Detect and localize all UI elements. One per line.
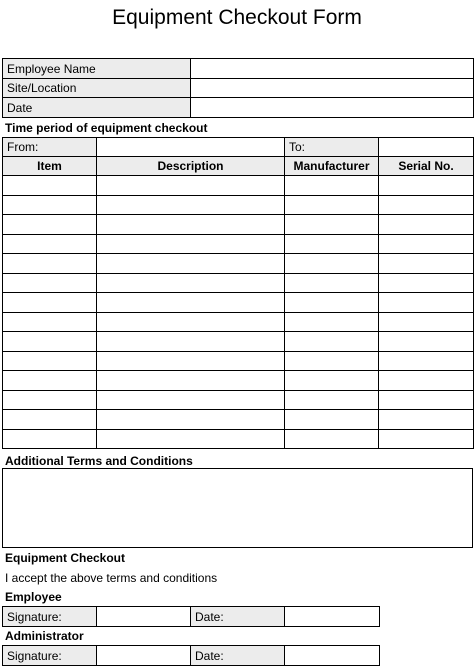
equipment-table <box>2 137 474 449</box>
date-label: Date <box>3 98 191 118</box>
description-cell[interactable] <box>97 195 285 215</box>
site-location-label: Site/Location <box>3 79 191 98</box>
description-cell[interactable] <box>97 176 285 196</box>
manufacturer-cell[interactable] <box>285 429 379 449</box>
header-serial-no: Serial No. <box>379 157 474 176</box>
table-row <box>3 254 474 274</box>
administrator-signature-label: Signature: <box>3 646 97 666</box>
manufacturer-cell[interactable] <box>285 410 379 430</box>
header-manufacturer: Manufacturer <box>285 157 379 176</box>
accept-terms-text: I accept the above terms and conditions <box>5 571 218 585</box>
header-description: Description <box>97 157 285 176</box>
table-row <box>3 371 474 391</box>
from-field[interactable] <box>97 138 285 157</box>
manufacturer-cell[interactable] <box>285 332 379 352</box>
serial-no-cell[interactable] <box>379 195 474 215</box>
administrator-signature-field[interactable] <box>97 646 191 666</box>
manufacturer-cell[interactable] <box>285 176 379 196</box>
description-cell[interactable] <box>97 429 285 449</box>
serial-no-cell[interactable] <box>379 176 474 196</box>
description-cell[interactable] <box>97 371 285 391</box>
manufacturer-cell[interactable] <box>285 254 379 274</box>
table-row <box>3 234 474 254</box>
manufacturer-cell[interactable] <box>285 390 379 410</box>
item-cell[interactable] <box>3 312 97 332</box>
serial-no-cell[interactable] <box>379 215 474 235</box>
to-field[interactable] <box>379 138 474 157</box>
item-cell[interactable] <box>3 293 97 313</box>
description-cell[interactable] <box>97 312 285 332</box>
item-cell[interactable] <box>3 371 97 391</box>
item-cell[interactable] <box>3 234 97 254</box>
time-period-heading: Time period of equipment checkout <box>5 121 208 135</box>
serial-no-cell[interactable] <box>379 332 474 352</box>
employee-name-label: Employee Name <box>3 59 191 79</box>
description-cell[interactable] <box>97 332 285 352</box>
item-cell[interactable] <box>3 195 97 215</box>
manufacturer-cell[interactable] <box>285 371 379 391</box>
manufacturer-cell[interactable] <box>285 234 379 254</box>
serial-no-cell[interactable] <box>379 390 474 410</box>
item-cell[interactable] <box>3 390 97 410</box>
manufacturer-cell[interactable] <box>285 195 379 215</box>
description-cell[interactable] <box>97 215 285 235</box>
item-cell[interactable] <box>3 273 97 293</box>
description-cell[interactable] <box>97 293 285 313</box>
item-cell[interactable] <box>3 254 97 274</box>
serial-no-cell[interactable] <box>379 351 474 371</box>
serial-no-cell[interactable] <box>379 254 474 274</box>
description-cell[interactable] <box>97 254 285 274</box>
serial-no-cell[interactable] <box>379 273 474 293</box>
site-location-field[interactable] <box>191 79 474 98</box>
employee-name-field[interactable] <box>191 59 474 79</box>
from-label: From: <box>3 138 97 157</box>
administrator-heading: Administrator <box>5 629 84 643</box>
administrator-date-label: Date: <box>191 646 285 666</box>
employee-date-label: Date: <box>191 607 285 627</box>
table-row <box>3 332 474 352</box>
item-rows <box>3 176 474 449</box>
employee-signature-table <box>2 606 380 627</box>
checkout-heading: Equipment Checkout <box>5 551 126 565</box>
manufacturer-cell[interactable] <box>285 273 379 293</box>
manufacturer-cell[interactable] <box>285 351 379 371</box>
serial-no-cell[interactable] <box>379 312 474 332</box>
description-cell[interactable] <box>97 234 285 254</box>
item-cell[interactable] <box>3 429 97 449</box>
administrator-date-field[interactable] <box>285 646 380 666</box>
employee-signature-label: Signature: <box>3 607 97 627</box>
table-row <box>3 273 474 293</box>
description-cell[interactable] <box>97 351 285 371</box>
terms-heading: Additional Terms and Conditions <box>5 454 193 468</box>
serial-no-cell[interactable] <box>379 371 474 391</box>
serial-no-cell[interactable] <box>379 429 474 449</box>
employee-date-field[interactable] <box>285 607 380 627</box>
serial-no-cell[interactable] <box>379 234 474 254</box>
date-field[interactable] <box>191 98 474 118</box>
description-cell[interactable] <box>97 273 285 293</box>
table-row <box>3 293 474 313</box>
employee-signature-field[interactable] <box>97 607 191 627</box>
manufacturer-cell[interactable] <box>285 215 379 235</box>
table-row <box>3 390 474 410</box>
item-cell[interactable] <box>3 215 97 235</box>
manufacturer-cell[interactable] <box>285 293 379 313</box>
terms-textarea[interactable] <box>2 468 473 548</box>
item-cell[interactable] <box>3 410 97 430</box>
description-cell[interactable] <box>97 410 285 430</box>
table-row <box>3 410 474 430</box>
table-row <box>3 312 474 332</box>
table-header-row <box>3 157 474 176</box>
serial-no-cell[interactable] <box>379 293 474 313</box>
employee-heading: Employee <box>5 590 62 604</box>
table-row <box>3 176 474 196</box>
form-title: Equipment Checkout Form <box>112 6 362 29</box>
description-cell[interactable] <box>97 390 285 410</box>
employee-info-table <box>2 58 474 118</box>
administrator-signature-table <box>2 645 380 666</box>
table-row <box>3 215 474 235</box>
to-label: To: <box>285 138 379 157</box>
item-cell[interactable] <box>3 332 97 352</box>
manufacturer-cell[interactable] <box>285 312 379 332</box>
table-row <box>3 429 474 449</box>
item-cell[interactable] <box>3 176 97 196</box>
time-period-row <box>3 138 474 157</box>
table-row <box>3 195 474 215</box>
serial-no-cell[interactable] <box>379 410 474 430</box>
item-cell[interactable] <box>3 351 97 371</box>
table-row <box>3 351 474 371</box>
header-item: Item <box>3 157 97 176</box>
